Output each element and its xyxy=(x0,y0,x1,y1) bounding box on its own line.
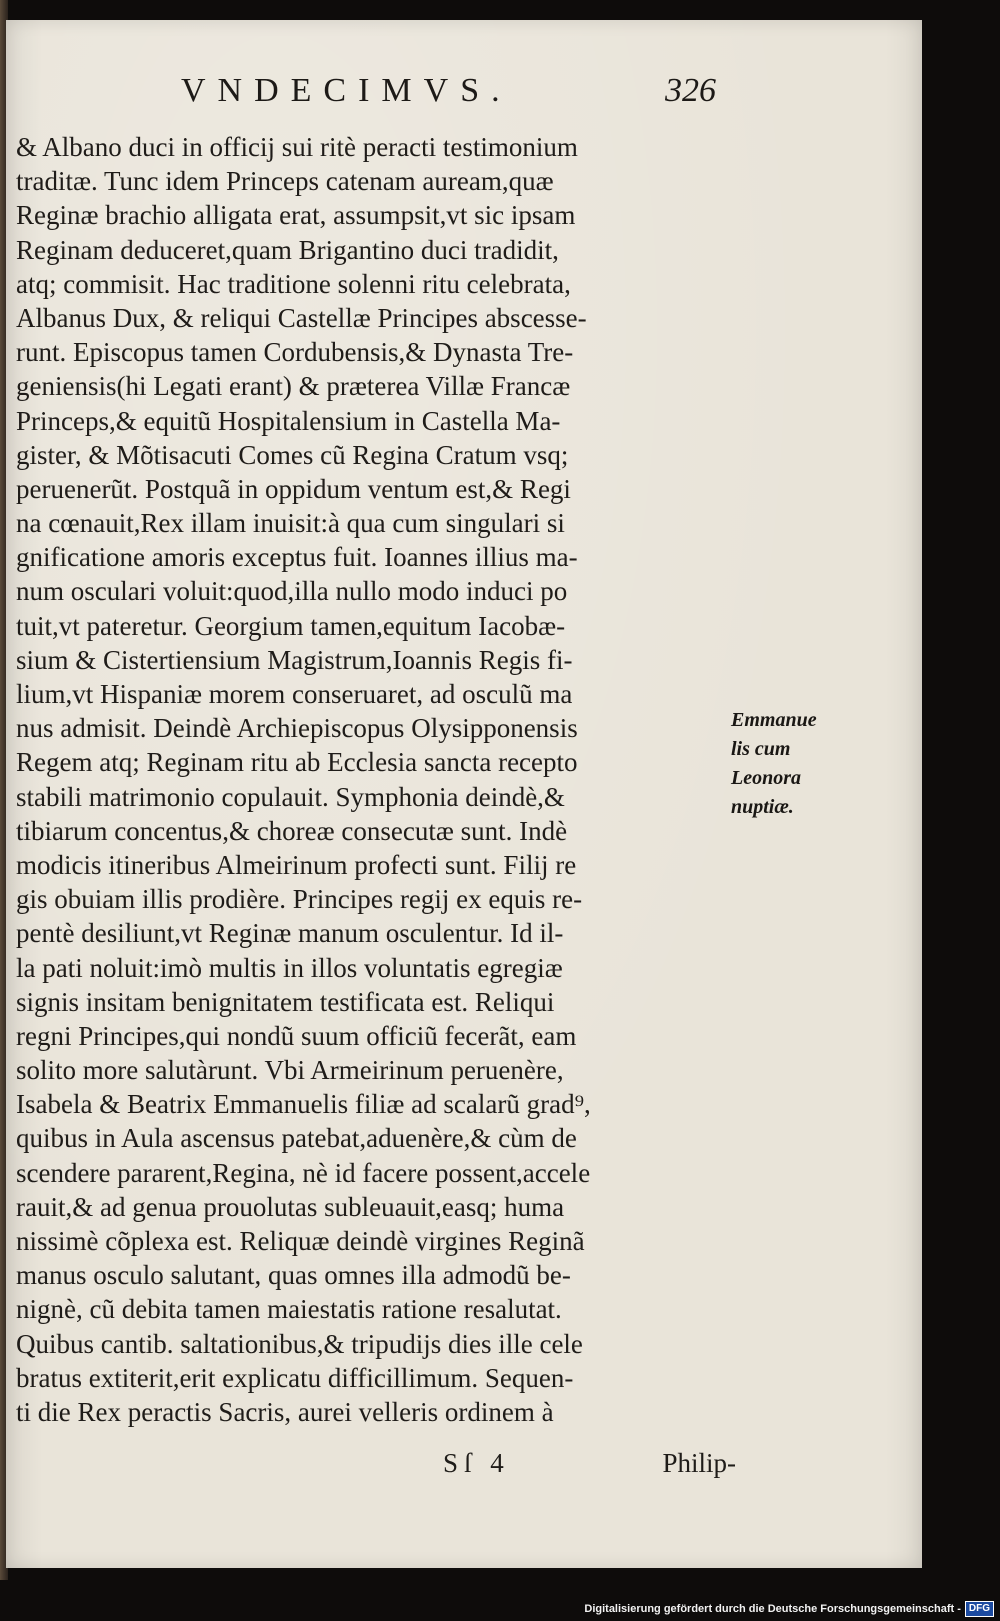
text-line: Albanus Dux, & reliqui Castellæ Principes abscesse- xyxy=(16,302,587,333)
text-line: scendere pararent,Regina, nè id facere possent,accele xyxy=(16,1157,591,1188)
text-line: bratus extiterit,erit explicatu difficillimum. Sequen- xyxy=(16,1362,574,1393)
text-line: atq; commisit. Hac traditione solenni ritu celebrata, xyxy=(16,268,571,299)
credit-text: Digitalisierung gefördert durch die Deutsche Forschungsgemeinschaft - xyxy=(584,1603,961,1615)
digitization-credit xyxy=(584,1601,994,1617)
text-line: pentè desiliunt,vt Reginæ manum osculentur. Id il- xyxy=(16,918,564,949)
text-line: sium & Cistertiensium Magistrum,Ioannis Regis fi- xyxy=(16,644,573,675)
text-line: peruenerũt. Postquã in oppidum ventum est,& Regi xyxy=(16,473,571,504)
body-text xyxy=(16,130,726,1429)
text-line: Reginam deduceret,quam Brigantino duci tradidit, xyxy=(16,234,559,265)
text-line: Reginæ brachio alligata erat, assumpsit,vt sic ipsam xyxy=(16,200,576,231)
text-line: na cœnauit,Rex illam inuisit:à qua cum singulari si xyxy=(16,508,565,539)
text-line: gis obuiam illis prodière. Principes regij ex equis re- xyxy=(16,884,583,915)
text-line: regni Principes,qui nondũ suum officiũ fecerãt, eam xyxy=(16,1020,577,1051)
signature-mark: Sſ 4 xyxy=(443,1448,510,1478)
text-line: & Albano duci in officij sui ritè peracti testimonium xyxy=(16,132,578,162)
text-line: lium,vt Hispaniæ morem conseruaret, ad osculũ ma xyxy=(16,679,573,709)
text-line: gnificatione amoris exceptus fuit. Ioannes illius ma- xyxy=(16,542,578,573)
text-line: num osculari voluit:quod,illa nullo modo induci po xyxy=(16,576,568,607)
text-line: Isabela & Beatrix Emmanuelis filiæ ad scalarũ grad⁹, xyxy=(16,1089,591,1120)
text-line: manus osculo salutant, quas omnes illa admodũ be- xyxy=(16,1260,571,1291)
margin-note-line: nuptiæ. xyxy=(731,796,794,818)
text-line: ti die Rex peractis Sacris, aurei velleris ordinem à xyxy=(16,1396,554,1427)
margin-note-line: Emmanue xyxy=(731,709,817,731)
page-header xyxy=(181,72,716,122)
text-line: runt. Episcopus tamen Cordubensis,& Dynasta Tre- xyxy=(16,337,574,368)
text-line: nignè, cũ debita tamen maiestatis ratione resalutat. xyxy=(16,1294,562,1325)
page-number: 326 xyxy=(665,72,716,109)
text-line: solito more salutàrunt. Vbi Armeirinum peruenère, xyxy=(16,1055,564,1086)
text-line: Quibus cantib. saltationibus,& tripudijs dies ille cele xyxy=(16,1328,583,1359)
dfg-logo: DFG xyxy=(965,1601,994,1617)
text-line: quibus in Aula ascensus patebat,aduenère,& cùm de xyxy=(16,1123,577,1154)
catchword: Philip- xyxy=(662,1448,736,1478)
margin-note-line: Leonora xyxy=(731,767,801,789)
text-line: Regem atq; Reginam ritu ab Ecclesia sancta recepto xyxy=(16,747,578,778)
text-line: modicis itineribus Almeirinum profecti sunt. Filij re xyxy=(16,849,577,880)
text-line: signis insitam benignitatem testificata est. Reliqui xyxy=(16,986,555,1017)
text-line: tibiarum concentus,& choreæ consecutæ sunt. Indè xyxy=(16,815,568,846)
text-line: Princeps,& equitũ Hospitalensium in Castella Ma- xyxy=(16,405,561,436)
text-line: nus admisit. Deindè Archiepiscopus Olysipponensis xyxy=(16,713,578,744)
text-line: rauit,& ad genua prouolutas subleuauit,easq; huma xyxy=(16,1191,565,1222)
margin-note-line: lis cum xyxy=(731,738,791,760)
text-line: geniensis(hi Legati erant) & præterea Villæ Francæ xyxy=(16,371,571,402)
margin-note xyxy=(731,706,851,822)
book-page xyxy=(6,20,922,1568)
running-title: VNDECIMVS. xyxy=(181,72,512,109)
page-footer xyxy=(16,1448,736,1488)
text-line: nissimè cõplexa est. Reliquæ deindè virgines Reginã xyxy=(16,1226,585,1256)
text-line: gister, & Mõtisacuti Comes cũ Regina Cratum vsq; xyxy=(16,439,569,470)
text-line: tuit,vt pateretur. Georgium tamen,equitum Iacobæ- xyxy=(16,610,566,641)
text-line: stabili matrimonio copulauit. Symphonia deindè,& xyxy=(16,781,565,812)
text-line: traditæ. Tunc idem Princeps catenam auream,quæ xyxy=(16,166,554,197)
text-line: la pati noluit:imò multis in illos voluntatis egregiæ xyxy=(16,952,563,983)
